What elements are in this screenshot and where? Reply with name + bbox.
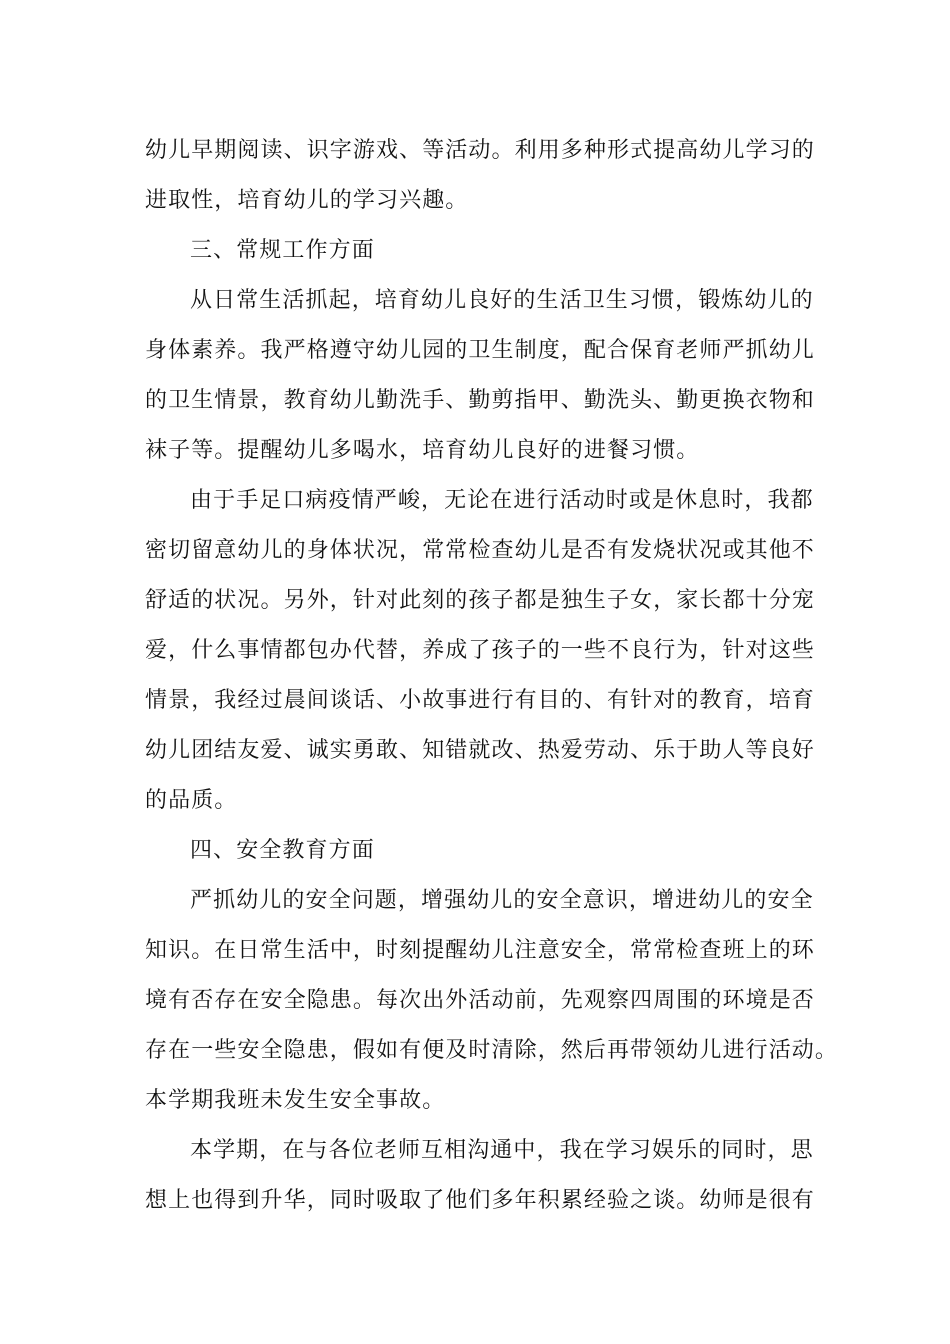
paragraph-start-line: 本学期，在与各位老师互相沟通中，我在学习娱乐的同时，思: [190, 1138, 814, 1163]
body-text-line: 知识。在日常生活中，时刻提醒幼儿注意安全，常常检查班上的环: [145, 938, 815, 963]
paragraph-start-line: 从日常生活抓起，培育幼儿良好的生活卫生习惯，锻炼幼儿的: [190, 288, 814, 313]
body-text-line: 幼儿团结友爱、诚实勇敢、知错就改、热爱劳动、乐于助人等良好: [145, 738, 815, 763]
body-text-line: 存在一些安全隐患，假如有便及时清除，然后再带领幼儿进行活动。: [145, 1038, 839, 1063]
body-text-line: 爱，什么事情都包办代替，养成了孩子的一些不良行为，针对这些: [145, 638, 815, 663]
section-heading: 四、安全教育方面: [190, 838, 375, 863]
body-text-line: 身体素养。我严格遵守幼儿园的卫生制度，配合保育老师严抓幼儿: [145, 338, 815, 363]
body-text-line: 的卫生情景，教育幼儿勤洗手、勤剪指甲、勤洗头、勤更换衣物和: [145, 388, 815, 413]
body-text-line: 幼儿早期阅读、识字游戏、等活动。利用多种形式提高幼儿学习的: [145, 138, 815, 163]
body-text-line: 袜子等。提醒幼儿多喝水，培育幼儿良好的进餐习惯。: [145, 438, 700, 463]
body-text-line: 的品质。: [145, 788, 238, 813]
body-text-line: 密切留意幼儿的身体状况，常常检查幼儿是否有发烧状况或其他不: [145, 538, 815, 563]
section-heading: 三、常规工作方面: [190, 238, 375, 263]
paragraph-start-line: 由于手足口病疫情严峻，无论在进行活动时或是休息时，我都: [190, 488, 814, 513]
body-text-line: 进取性，培育幼儿的学习兴趣。: [145, 188, 469, 213]
body-text-line: 想上也得到升华，同时吸取了他们多年积累经验之谈。幼师是很有: [145, 1188, 815, 1213]
body-text-line: 舒适的状况。另外，针对此刻的孩子都是独生子女，家长都十分宠: [145, 588, 815, 613]
paragraph-start-line: 严抓幼儿的安全问题，增强幼儿的安全意识，增进幼儿的安全: [190, 888, 814, 913]
body-text-line: 境有否存在安全隐患。每次出外活动前，先观察四周围的环境是否: [145, 988, 815, 1013]
body-text-line: 本学期我班未发生安全事故。: [145, 1088, 446, 1113]
body-text-line: 情景，我经过晨间谈话、小故事进行有目的、有针对的教育，培育: [145, 688, 815, 713]
